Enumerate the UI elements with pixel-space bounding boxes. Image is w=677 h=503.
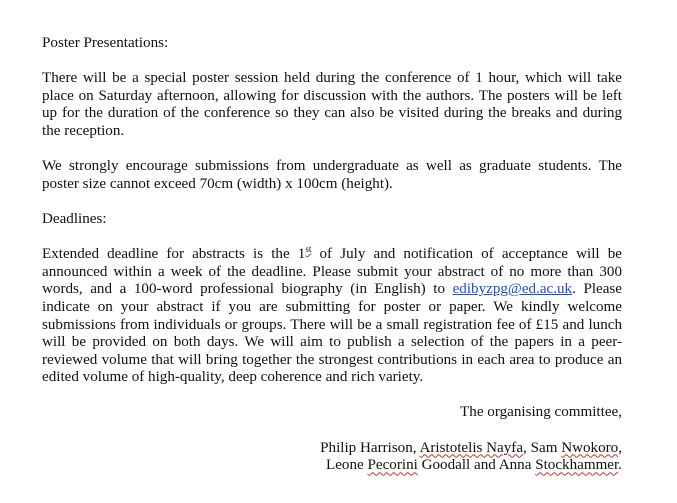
- name-text: Stockhammer: [535, 457, 619, 474]
- name-text: Pecorini: [367, 457, 418, 474]
- signatories-line-2: [42, 457, 622, 475]
- name-text: .: [618, 457, 622, 474]
- deadlines-text-1: Extended deadline for abstracts is the 1: [42, 246, 306, 263]
- poster-paragraph-2: We strongly encourage submissions from undergraduate as well as graduate students. The poster size cannot exceed 70cm (width) x 100cm (height).: [42, 158, 622, 192]
- ordinal-superscript: st: [305, 244, 312, 255]
- name-text: , Sam: [523, 439, 562, 456]
- name-text: Nwokoro: [561, 439, 619, 456]
- document-page: [42, 35, 622, 475]
- email-link[interactable]: edibyzpg@ed.ac.uk: [452, 281, 573, 298]
- name-text: Philip Harrison,: [320, 439, 420, 456]
- deadlines-paragraph: [42, 246, 622, 387]
- name-text: ,: [618, 439, 622, 456]
- closing-line: The organising committee,: [460, 404, 622, 421]
- poster-paragraph-1: There will be a special poster session held during the conference of 1 hour, which will take place on Saturday afternoon, allowing for discussion with the authors. The posters will be left up for the duration of the conference so they can also be visited during the breaks and during the reception.: [42, 70, 622, 139]
- name-text: Leone: [326, 457, 368, 474]
- name-text: Goodall and Anna: [417, 457, 536, 474]
- name-text: Aristotelis Nayfa: [419, 439, 524, 456]
- deadlines-text-2: of July and notification of acceptance will be announced within a week of the deadline. Please submit your abstract of no more than 300 words, and a 100-word professional biography (in English) to: [42, 246, 622, 298]
- poster-heading: Poster Presentations:: [42, 35, 169, 51]
- deadlines-text-3: . Please indicate on your abstract if you are submitting for poster or paper. We kindly welcome submissions from individuals or groups. There will be a small registration fee of £15 and lunch will be provided on both days. We will aim to publish a selection of the papers in a peer-reviewed volume that will bring together the strongest contributions in each area to produce an edited volume of high-quality, deep coherence and rich variety.: [42, 281, 623, 386]
- signatories-line-1: [42, 440, 622, 458]
- deadlines-heading: Deadlines:: [42, 210, 107, 227]
